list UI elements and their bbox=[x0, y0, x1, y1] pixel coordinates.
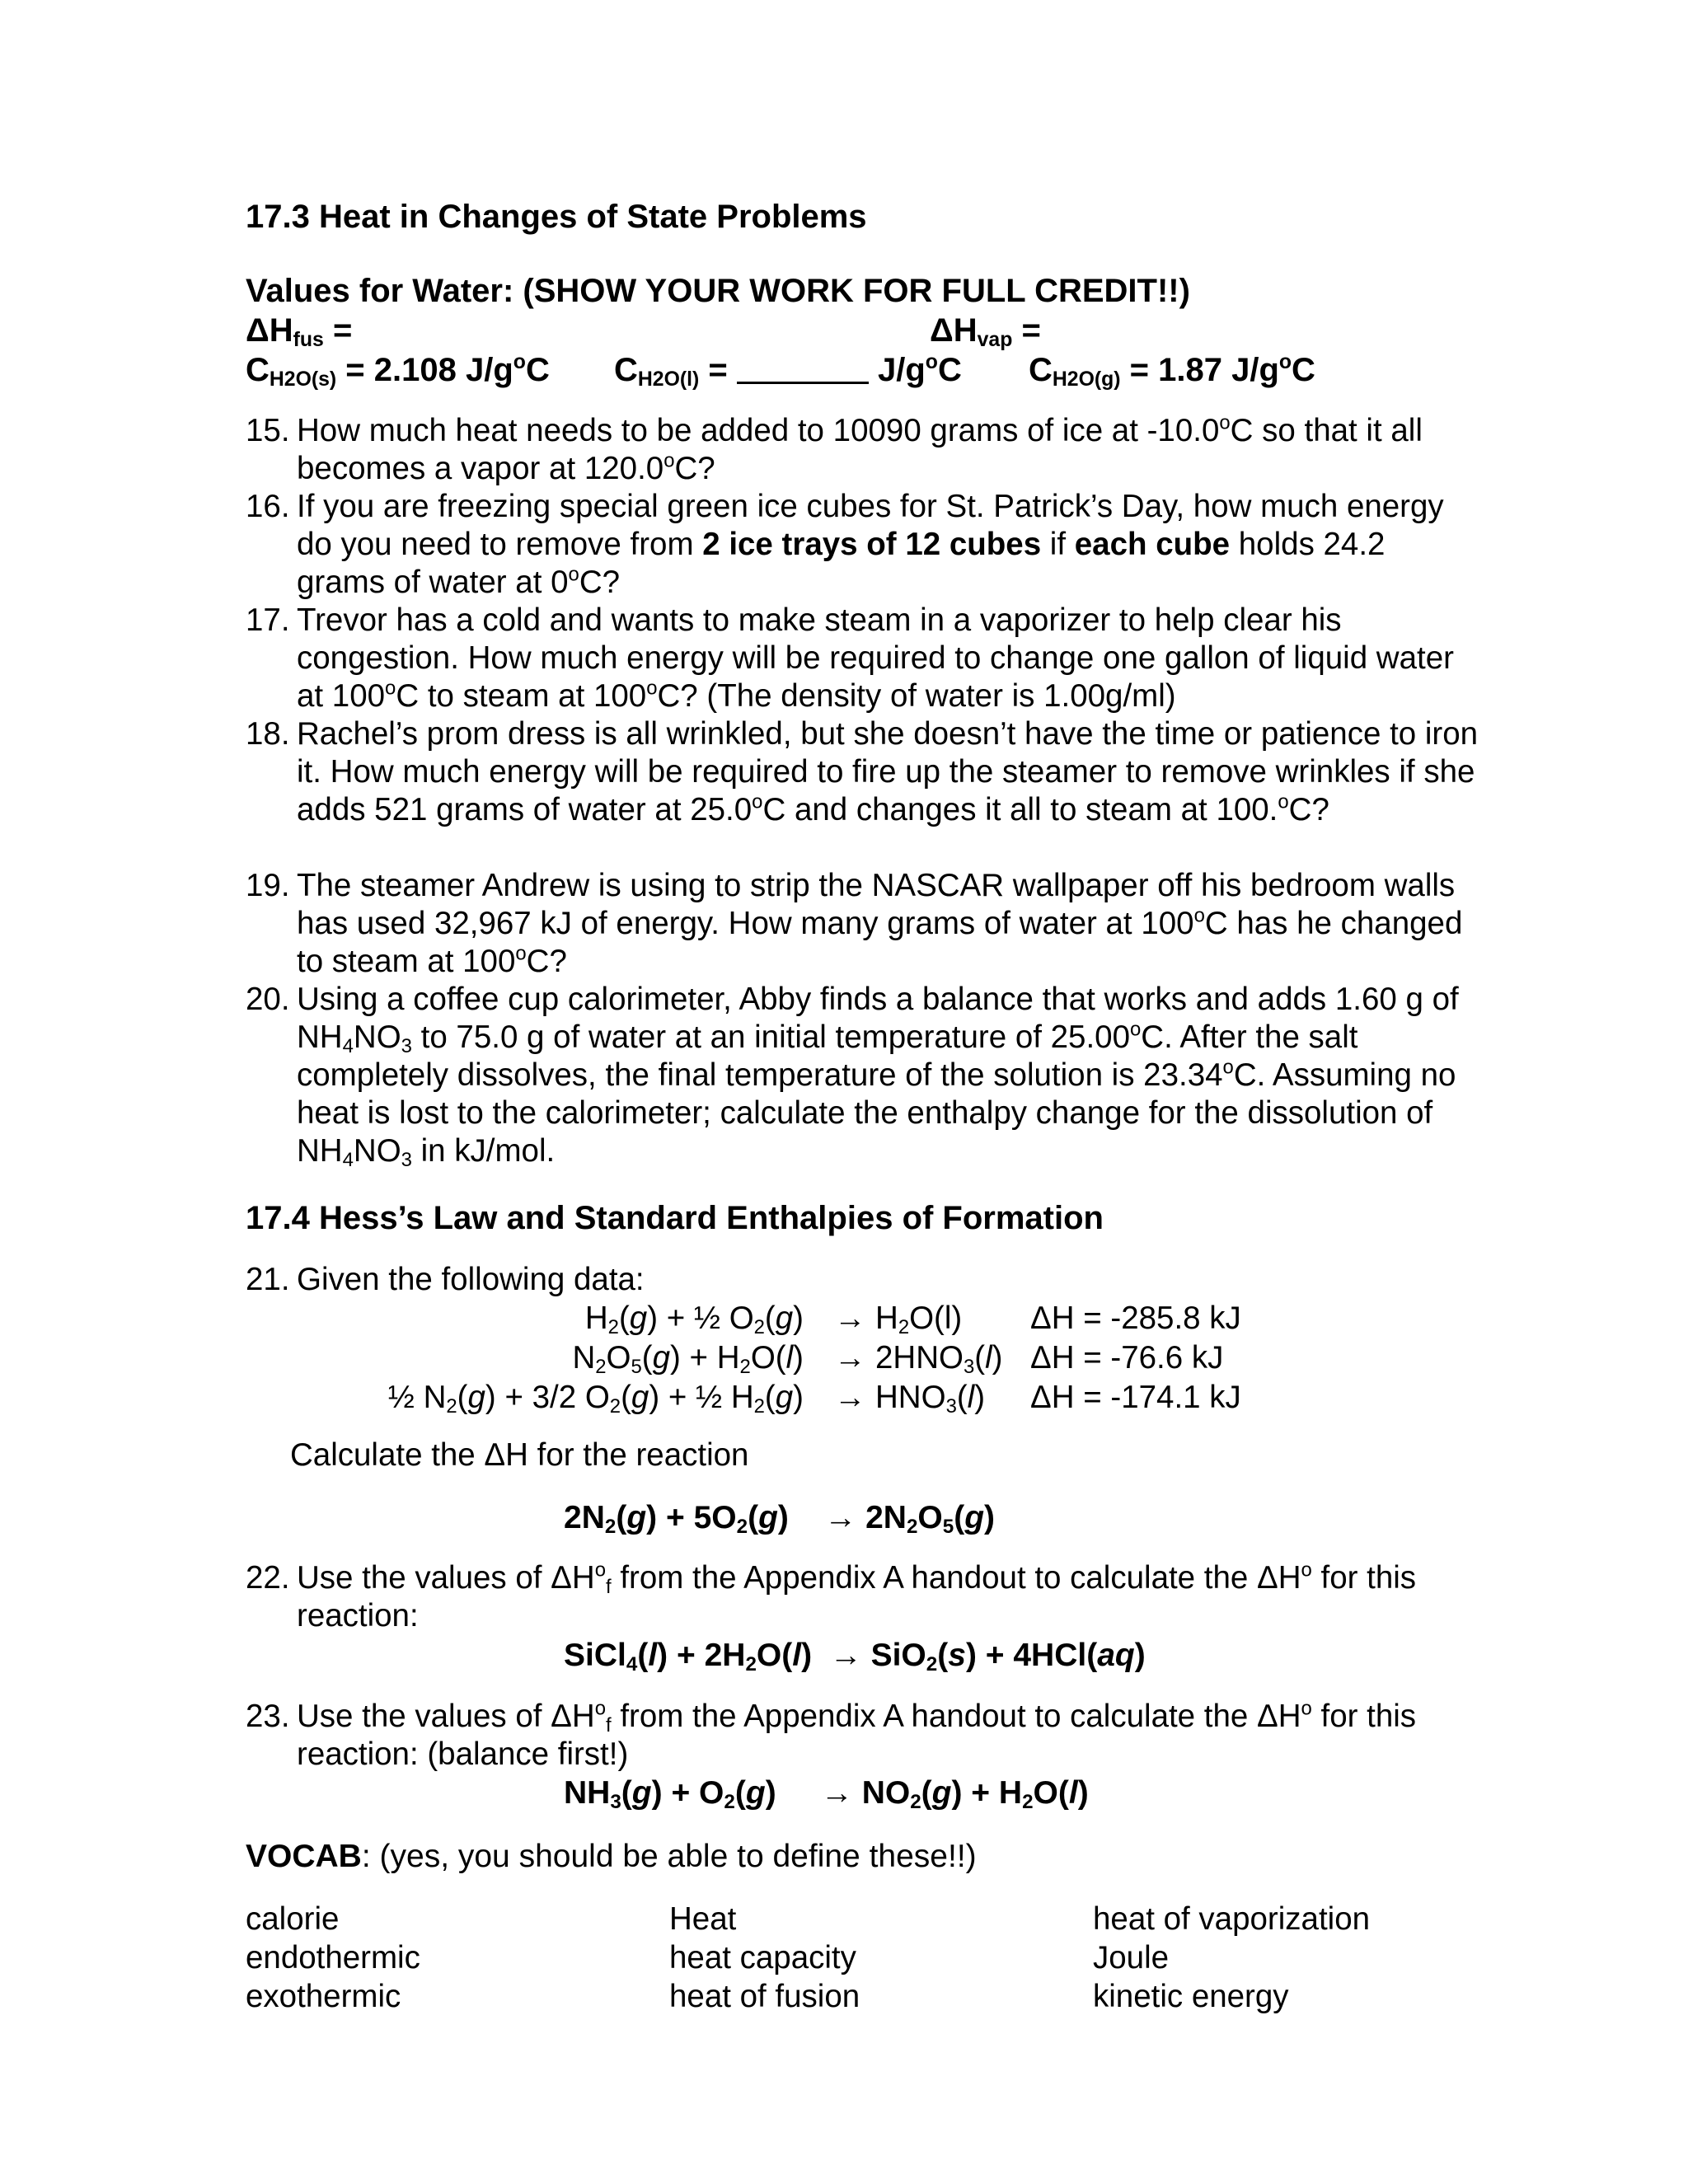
c-liquid-blank[interactable] bbox=[737, 352, 869, 384]
reaction-q23: $NH_3(g) + O_2(g)$ → $NO_2(g) + H_2O(l)$ bbox=[564, 1775, 1089, 1814]
vocab-term: calorie bbox=[246, 1901, 340, 1937]
calculate-instruction: Calculate the ΔH for the reaction bbox=[290, 1437, 749, 1473]
question-15: 15. How much heat needs to be added to 10090 grams of ice at -10.0$^o$C so that it all becomes a vapor at 120.0$^o$C? bbox=[246, 411, 1423, 486]
vocab-column-1 bbox=[246, 1900, 420, 2016]
vocab-column-2 bbox=[669, 1900, 860, 2016]
vocab-term: Joule bbox=[1093, 1940, 1170, 1975]
vocab-term: heat of vaporization bbox=[1093, 1901, 1371, 1937]
question-23: 23. Use the values of $\Delta H^o_f$ from the Appendix A handout to calculate the $\Delta H^o$ for this reaction: (balance first!) bbox=[246, 1697, 1417, 1772]
vocab-header: VOCAB: (yes, you should be able to define these!!) bbox=[246, 1839, 977, 1874]
question-21: 21. Given the following data: bbox=[246, 1262, 645, 1297]
section-title-17-4: 17.4 Hess’s Law and Standard Enthalpies of Formation bbox=[246, 1200, 1104, 1236]
c-gas-line: $C_{H2O(g)} = 1.87$ $J/g^oC$ bbox=[1029, 351, 1315, 391]
reaction-data: $H_2(g)$ + ½ $O_2(g)$ → $H_2O(l)$ ΔH = -285.8 kJ $N_2O_5(g) + H_2O(l)$ → $2HNO_3(l)$ ΔH = -76.6 kJ ½ $N_2(g) + 3/2$ $O_2(g)$ + ½ $H_2(g)$ → $HNO_3(l)$ ΔH = -174.1 kJ bbox=[387, 1301, 1241, 1418]
question-18: 18. Rachel’s prom dress is all wrinkled, but she doesn’t have the time or patience to iron it. How much energy will be required to fire up the steamer to remove wrinkles if she adds 521 grams of water at 25.0$^o$C and changes it all to steam at 100.$^o$C? bbox=[246, 716, 1479, 827]
vocab-term: exothermic bbox=[246, 1979, 401, 2014]
question-20: 20. Using a coffee cup calorimeter, Abby finds a balance that works and adds 1.60 g of $NH_4NO_3$ to 75.0 g of water at an initial temperature of 25.00$^o$C. After the salt completely dissolves, the final temperature of the solution is 23.34$^o$C. Assuming no heat is lost to the calorimeter; calculate the enthalpy change for the dissolution of $NH_4NO_3$ in kJ/mol. bbox=[246, 982, 1459, 1171]
vocab-term: kinetic energy bbox=[1093, 1979, 1289, 2014]
reaction-q22: SiCl$_4$(l) + $2H_2O(l) \to SiO_2(s) + 4HCl(aq)$ bbox=[564, 1638, 1146, 1676]
dh-fus-line: $\Delta H_{fus}$ = bbox=[246, 312, 353, 352]
section-title-17-3: 17.3 Heat in Changes of State Problems bbox=[246, 199, 867, 235]
question-19: 19. The steamer Andrew is using to strip the NASCAR wallpaper off his bedroom walls has used 32,967 kJ of energy. How many grams of water at 100$^o$C has he changed to steam at 100$^o$C? bbox=[246, 868, 1463, 979]
vocab-column-3 bbox=[1093, 1900, 1370, 2016]
question-16: 16. If you are freezing special green ice cubes for St. Patrick’s Day, how much energy do you need to remove from 2 ice trays of 12 cubes if each cube holds 24.2 grams of water at 0$^o$C? bbox=[246, 489, 1444, 600]
question-22: 22. Use the values of $\Delta H^o_f$ from the Appendix A handout to calculate the $\Delta H^o$ for this reaction: bbox=[246, 1558, 1417, 1633]
vocab-term: endothermic bbox=[246, 1940, 420, 1975]
vocab-term: Heat bbox=[669, 1901, 737, 1937]
vocab-term: heat of fusion bbox=[669, 1979, 860, 2014]
c-solid-line: $C_{H2O(s)} = 2.108$ $J/g^oC$ bbox=[246, 351, 550, 391]
vocab-term: heat capacity bbox=[669, 1940, 856, 1975]
question-17: 17. Trevor has a cold and wants to make steam in a vaporizer to help clear his congestion. How much energy will be required to change one gallon of liquid water at 100$^o$C to steam at 100$^o$C? (The density of water is 1.00g/ml) bbox=[246, 602, 1454, 714]
target-reaction: $2N_2(g) + 5O_2(g)$ → $2N_2O_5(g)$ bbox=[564, 1500, 996, 1539]
values-header: Values for Water: (SHOW YOUR WORK FOR FULL CREDIT!!) bbox=[246, 273, 1190, 309]
dh-vap-line: $\Delta H_{vap}$ = bbox=[930, 312, 1041, 352]
c-liquid-line: $C_{H2O(l)} = J/g^oC$ bbox=[614, 351, 962, 391]
